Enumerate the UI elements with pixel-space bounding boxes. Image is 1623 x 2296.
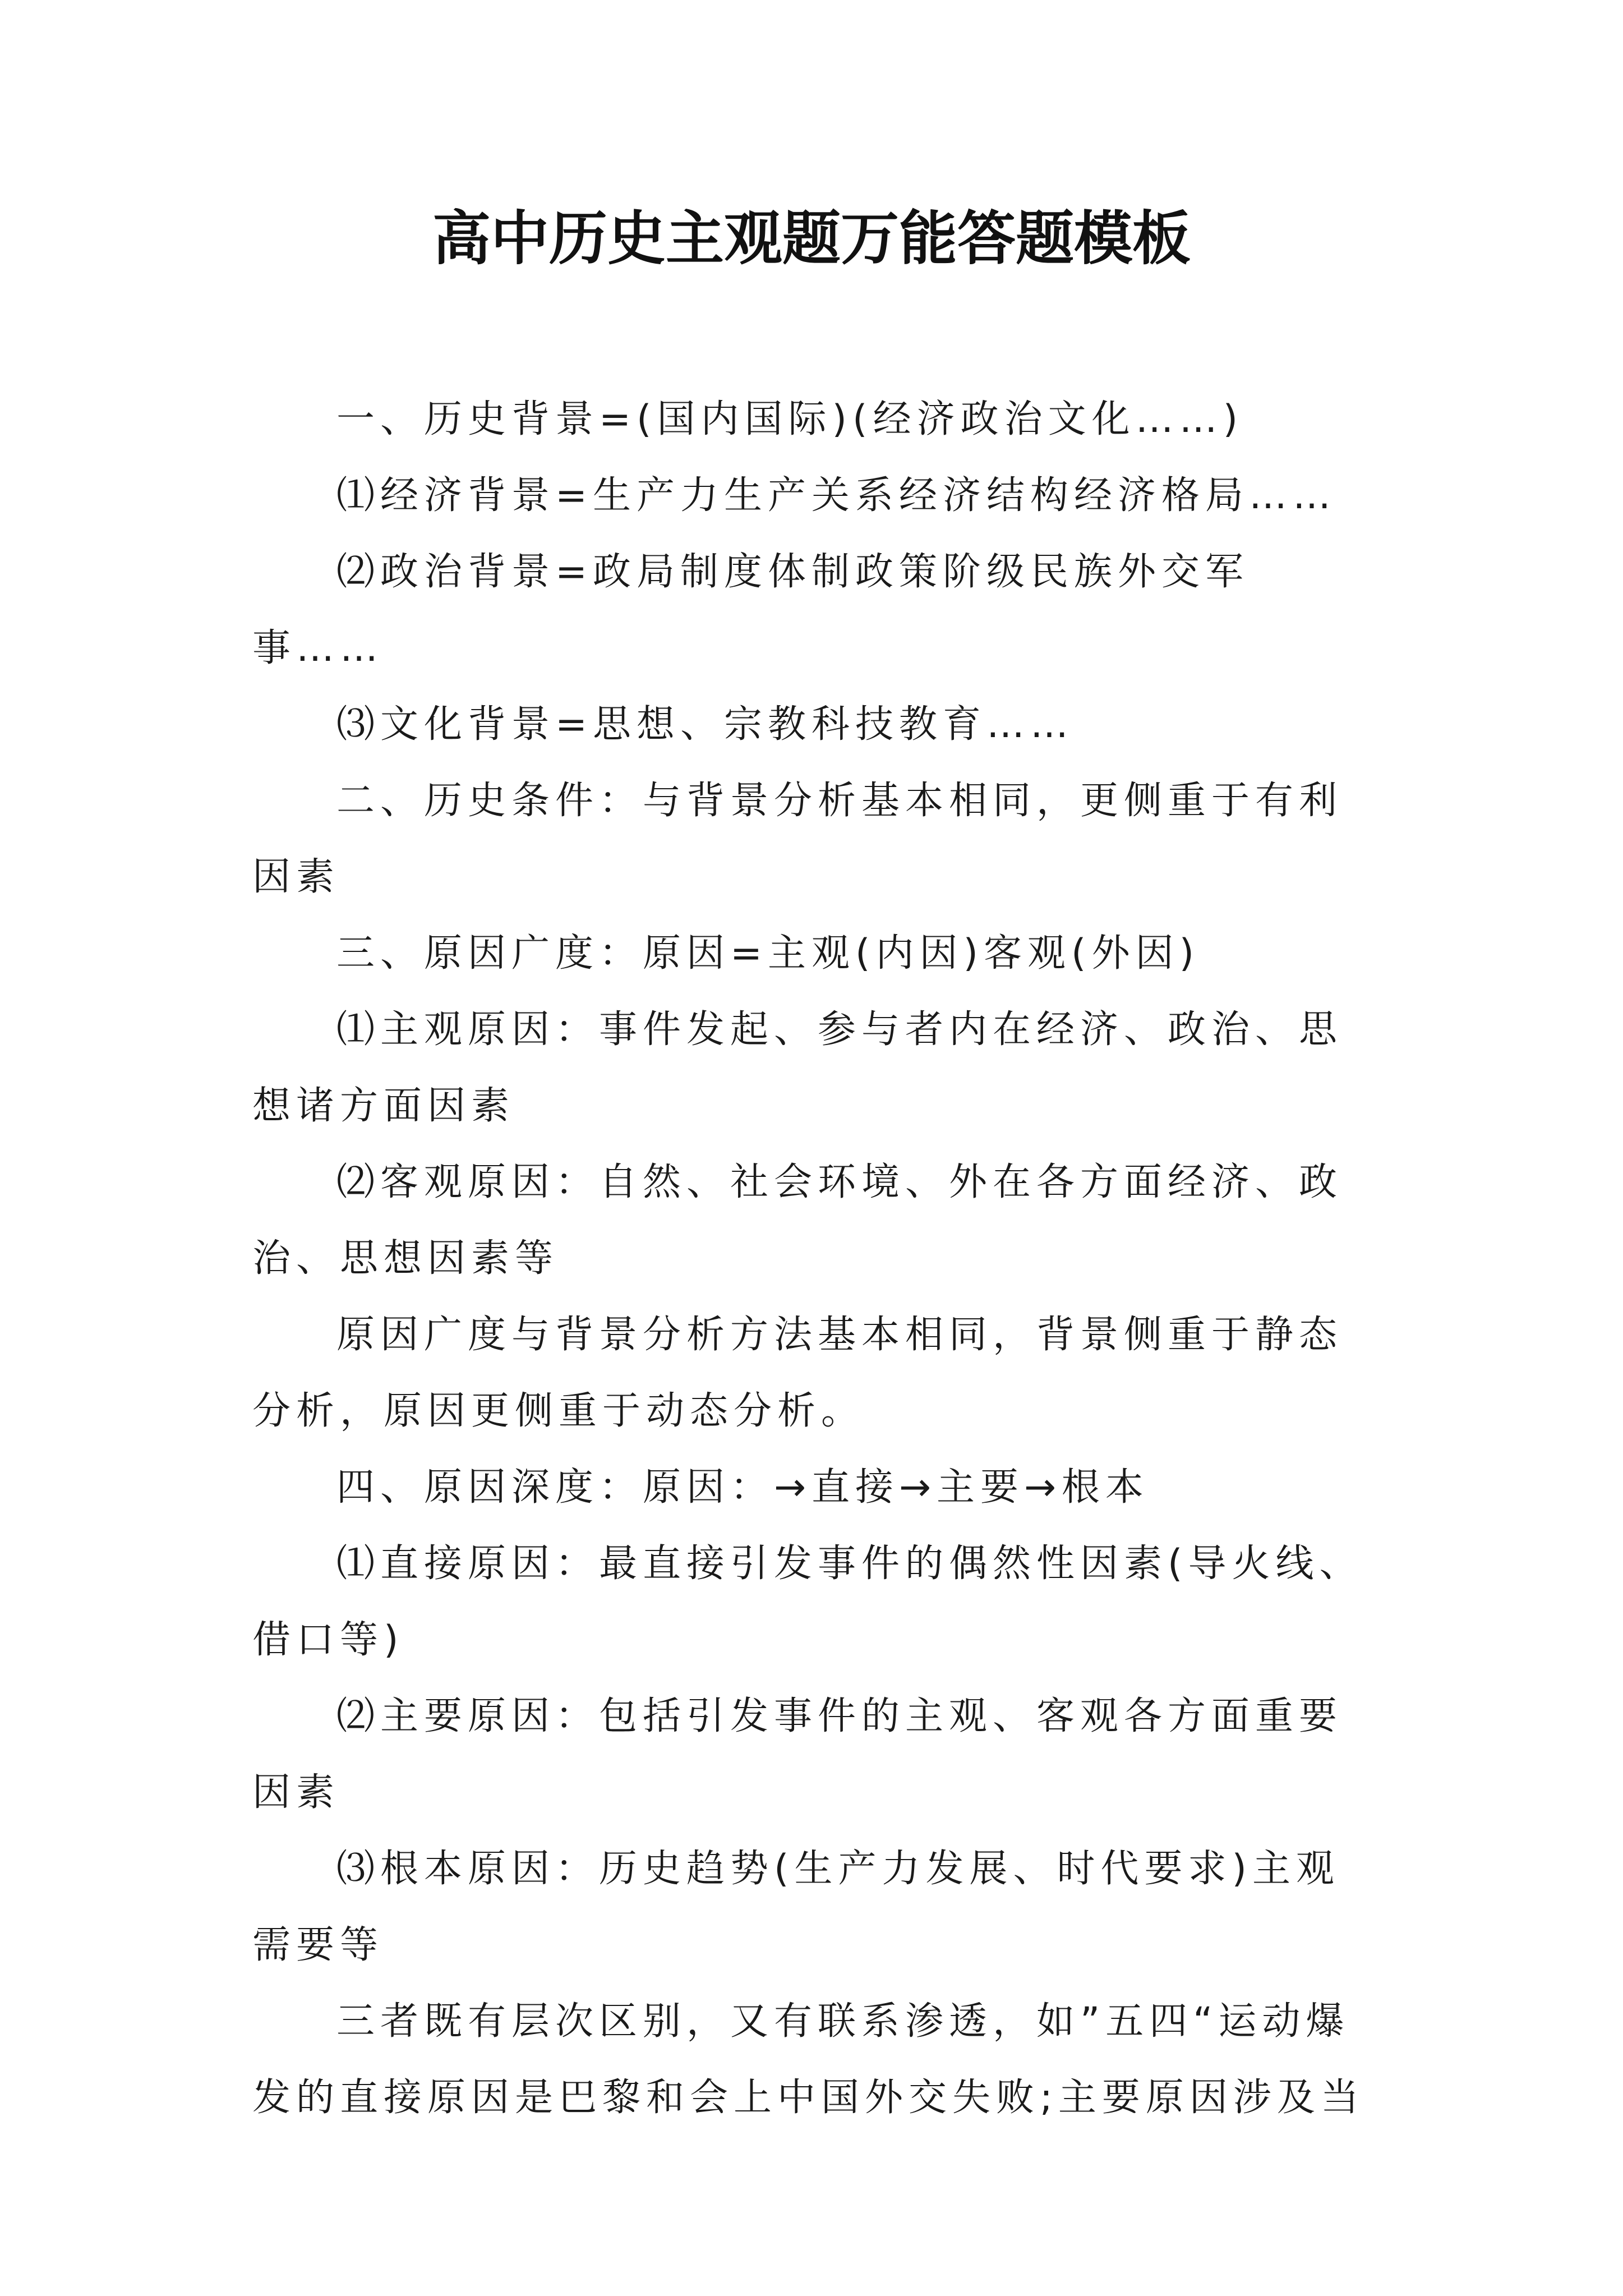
paragraph-objective-causes: ⑵客观原因：自然、社会环境、外在各方面经济、政治、思想因素等: [252, 1160, 1343, 1281]
paragraph-example: 三者既有层次区别，又有联系渗透，如”五四“运动爆发的直接原因是巴黎和会上中国外交失败;主要原因涉及当: [252, 1999, 1364, 2120]
paragraph-breadth-note: 原因广度与背景分析方法基本相同，背景侧重于静态分析，原因更侧重于动态分析。: [252, 1313, 1343, 1433]
paragraph-subjective-causes: ⑴主观原因：事件发起、参与者内在经济、政治、思想诸方面因素: [252, 1007, 1343, 1128]
paragraph-cause-breadth: 三、原因广度：原因=主观(内因)客观(外因): [336, 931, 1200, 976]
paragraph-main-cause: ⑵主要原因：包括引发事件的主观、客观各方面重要因素: [252, 1694, 1343, 1815]
paragraph-cultural-background: ⑶文化背景=思想、宗教科技教育……: [336, 702, 1074, 747]
paragraph-direct-cause: ⑴直接原因：最直接引发事件的偶然性因素(导火线、借口等): [252, 1542, 1363, 1662]
paragraph-fundamental-cause: ⑶根本原因：历史趋势(生产力发展、时代要求)主观需要等: [252, 1847, 1340, 1967]
document-title: 高中历史主观题万能答题模板: [432, 204, 1191, 273]
paragraph-cause-depth: 四、原因深度：原因：→直接→主要→根本: [336, 1465, 1149, 1510]
document-body: [252, 381, 1374, 2136]
paragraph-background: 一、历史背景=(国内国际)(经济政治文化……): [336, 397, 1244, 441]
paragraph-economic-background: ⑴经济背景=生产力生产关系经济结构经济格局……: [336, 473, 1336, 518]
paragraph-political-background: ⑵政治背景=政局制度体制政策阶级民族外交军事……: [252, 550, 1249, 670]
paragraph-historical-conditions: 二、历史条件：与背景分析基本相同，更侧重于有利因素: [252, 779, 1343, 899]
